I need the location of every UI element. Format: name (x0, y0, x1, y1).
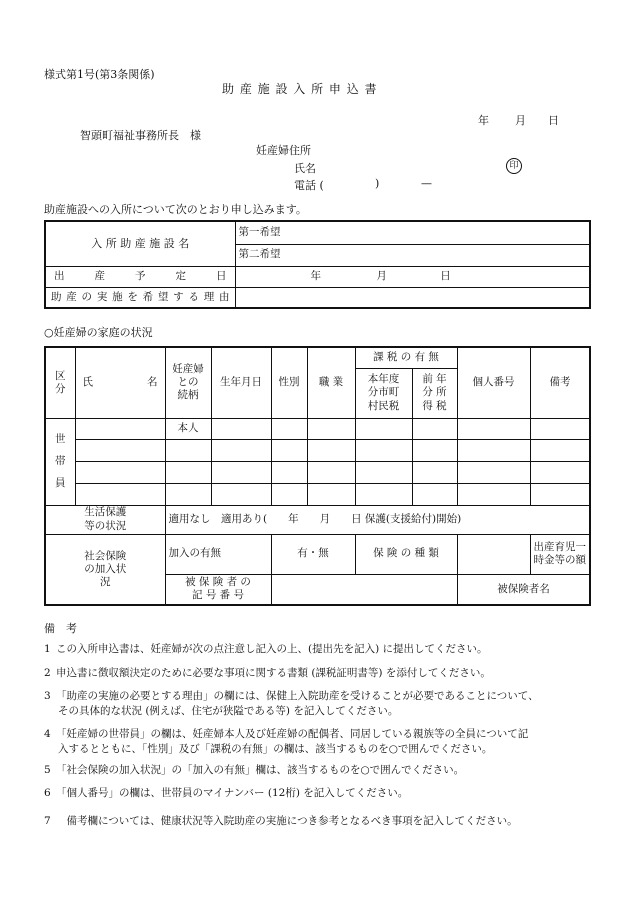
welfare-label: 生活保護 等の状況 (45, 505, 165, 534)
insurance-enroll-label: 加入の有無 (165, 534, 271, 574)
phone-close-paren: ) (375, 177, 380, 190)
row-label-household: 世 帯 員 (45, 418, 75, 505)
job-cell[interactable] (307, 483, 355, 505)
tax-municipal-cell[interactable] (355, 418, 412, 439)
col-remarks: 備考 (530, 347, 590, 418)
col-sex: 性別 (271, 347, 307, 418)
note-number: 7 (44, 815, 51, 827)
remarks-cell[interactable] (530, 439, 590, 461)
due-month-label: 月 (376, 269, 387, 282)
note-item-2 (44, 666, 592, 681)
note-number: 2 (44, 667, 51, 679)
first-choice-label: 第一希望 (235, 221, 590, 244)
self-label: 本人 (165, 418, 211, 439)
col-birthdate: 生年月日 (211, 347, 271, 418)
note-number: 1 (44, 643, 51, 655)
birthdate-cell[interactable] (211, 439, 271, 461)
facility-table (44, 220, 591, 309)
relation-cell[interactable] (165, 461, 211, 483)
tax-income-cell[interactable] (412, 439, 457, 461)
tax-municipal-cell[interactable] (355, 483, 412, 505)
note-text: この入所申込書は、妊産婦が次の点注意し記入の上、(提出先を記入) に提出してください。 (56, 643, 488, 655)
note-text: 「妊産婦の世帯員」の欄は、妊産婦本人及び妊産婦の配偶者、同居している親族等の全員について記 (56, 728, 529, 740)
applicant-name-label: 氏名 (294, 162, 316, 175)
personal-number-cell[interactable] (457, 418, 530, 439)
form-number: 様式第1号(第3条関係) (44, 68, 155, 81)
sex-cell[interactable] (271, 418, 307, 439)
sex-cell[interactable] (271, 461, 307, 483)
col-tax-income: 前 年 分 所 得 税 (412, 368, 457, 418)
welfare-status[interactable]: 適用なし 適用あり( 年 月 日 保護(支援給付)開始) (165, 505, 590, 534)
relation-cell[interactable] (165, 483, 211, 505)
col-name (75, 347, 165, 418)
col-tax-municipal: 本年度 分市町 村民税 (355, 368, 412, 418)
note-item-1 (44, 642, 592, 657)
member-name-cell[interactable] (75, 461, 165, 483)
seal-mark: 印 (506, 158, 522, 174)
member-name-cell[interactable] (75, 418, 165, 439)
note-item-3 (44, 689, 592, 719)
insured-number-field[interactable] (271, 574, 457, 605)
note-item-7 (44, 814, 592, 829)
col-personal-number: 個人番号 (457, 347, 530, 418)
note-number: 3 (44, 690, 51, 702)
due-date-field[interactable] (235, 266, 590, 287)
note-number: 4 (44, 728, 51, 740)
notes-heading: 備 考 (44, 622, 77, 635)
personal-number-cell[interactable] (457, 483, 530, 505)
note-item-4 (44, 727, 592, 757)
sex-cell[interactable] (271, 483, 307, 505)
date-month-label: 月 (515, 114, 526, 127)
birthdate-cell[interactable] (211, 483, 271, 505)
member-name-cell[interactable] (75, 483, 165, 505)
phone-dash: — (421, 177, 432, 190)
note-text: 「社会保険の加入状況」の「加入の有無」欄は、該当するものを○で囲んでください。 (56, 764, 465, 776)
insurance-type-field[interactable] (457, 534, 530, 574)
birthdate-cell[interactable] (211, 461, 271, 483)
member-name-cell[interactable] (75, 439, 165, 461)
facility-name-label: 入 所 助 産 施 設 名 (45, 221, 235, 266)
note-number: 6 (44, 787, 51, 799)
col-tax: 課 税 の 有 無 (355, 347, 457, 368)
note-text-continued: 入するとともに、「性別」及び「課税の有無」の欄は、該当するものを○で囲んでください。 (58, 743, 493, 755)
tax-income-cell[interactable] (412, 461, 457, 483)
insured-number-label: 被 保 険 者 の 記 号 番 号 (165, 574, 271, 605)
phone-label: 電話 ( (294, 179, 324, 192)
reason-field[interactable] (235, 287, 590, 308)
due-year-label: 年 (310, 269, 321, 282)
household-section-title: ○妊産婦の家庭の状況 (44, 326, 153, 339)
intro-text: 助産施設への入所について次のとおり申し込みます。 (44, 203, 307, 216)
personal-number-cell[interactable] (457, 439, 530, 461)
note-item-6 (44, 786, 592, 801)
remarks-cell[interactable] (530, 483, 590, 505)
tax-municipal-cell[interactable] (355, 461, 412, 483)
page-title: 助 産 施 設 入 所 申 込 書 (222, 82, 378, 96)
col-name-family: 氏 (82, 376, 93, 389)
table-row (45, 439, 590, 461)
birthdate-cell[interactable] (211, 418, 271, 439)
insured-name-label: 被保険者名 (457, 574, 590, 605)
table-row (45, 461, 590, 483)
col-relation: 妊産婦 との 続柄 (165, 347, 211, 418)
childbirth-allowance-label: 出産育児一 時金等の額 (530, 534, 590, 574)
tax-municipal-cell[interactable] (355, 439, 412, 461)
remarks-cell[interactable] (530, 461, 590, 483)
tax-income-cell[interactable] (412, 483, 457, 505)
applicant-address-label: 妊産婦住所 (256, 144, 311, 157)
col-name-given: 名 (147, 376, 158, 389)
tax-income-cell[interactable] (412, 418, 457, 439)
insurance-yes-no[interactable]: 有・無 (271, 534, 355, 574)
reason-label: 助産の実施を希望する理由 (45, 287, 235, 308)
table-row (45, 418, 590, 439)
note-text-continued: その具体的な状況 (例えば、住宅が狭隘である等) を記入してください。 (58, 705, 399, 717)
remarks-cell[interactable] (530, 418, 590, 439)
job-cell[interactable] (307, 439, 355, 461)
note-text: 「助産の実施の必要とする理由」の欄には、保健上入院助産を受けることが必要であることについて、 (56, 690, 539, 702)
table-row (45, 483, 590, 505)
date-day-label: 日 (548, 114, 559, 127)
date-year-label: 年 (478, 114, 489, 127)
note-item-5 (44, 763, 592, 778)
addressee: 智頭町福祉事務所長 様 (80, 129, 201, 142)
due-date-label: 出 産 予 定 日 (45, 266, 235, 287)
note-text: 申込書に徴収額決定のために必要な事項に関する書類 (課税証明書等) を添付してください。 (56, 667, 491, 679)
job-cell[interactable] (307, 461, 355, 483)
relation-cell[interactable] (165, 439, 211, 461)
col-job: 職 業 (307, 347, 355, 418)
note-number: 5 (44, 764, 51, 776)
note-text: 備考欄については、健康状況等入院助産の実施につき参考となるべき事項を記入してください。 (56, 815, 518, 827)
job-cell[interactable] (307, 418, 355, 439)
insurance-label: 社会保険 の加入状 況 (45, 534, 165, 605)
sex-cell[interactable] (271, 439, 307, 461)
household-table (44, 346, 591, 606)
second-choice-label: 第二希望 (235, 244, 590, 266)
due-day-label: 日 (440, 269, 451, 282)
insurance-type-label: 保 険 の 種 類 (355, 534, 457, 574)
personal-number-cell[interactable] (457, 461, 530, 483)
col-division: 区 分 (45, 347, 75, 418)
note-text: 「個人番号」の欄は、世帯員のマイナンバー (12桁) を記入してください。 (56, 787, 409, 799)
